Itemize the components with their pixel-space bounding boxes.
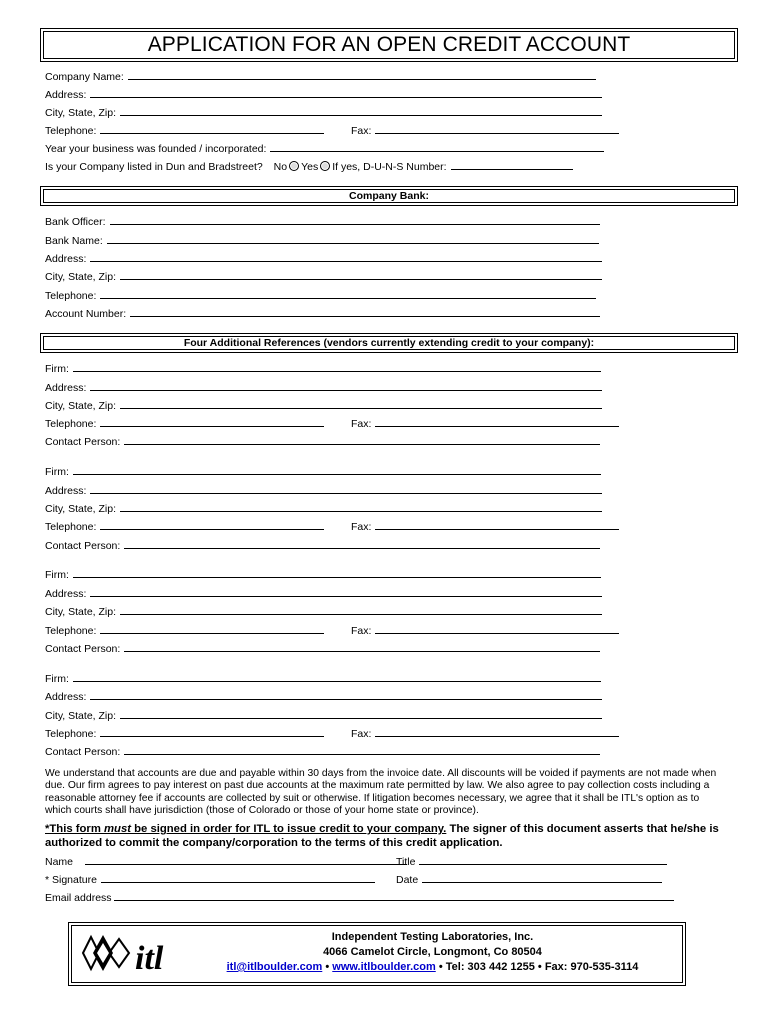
footer-email-link[interactable]: itl@itlboulder.com: [226, 961, 323, 973]
terms-paragraph: We understand that accounts are due and payable within 30 days from the invoice date. All discounts will be voided if payments are not made when due. Our firm agrees to pay interest on past due accounts at the maximum rate permitted by law. We also agree to pay collection costs including a reasonable attorney fee if accounts are collected by suit or otherwise. If litigation becomes necessary, we agree that it shall be ITL's option as to which courts shall have jurisdiction (those of Colorado or those of your home state or province).: [45, 768, 717, 816]
sign-date-row: [396, 873, 662, 887]
ref2-contact-field[interactable]: [124, 539, 600, 549]
ref1-fax-label: Fax:: [351, 418, 372, 430]
company-city-label: City, State, Zip:: [45, 107, 116, 119]
itl-logo-text: itl: [135, 940, 164, 977]
ref4-firm-label: Firm:: [45, 673, 69, 685]
footer-tel: Tel: 303 442 1255: [445, 961, 535, 973]
company-name-label: Company Name:: [45, 71, 124, 83]
ref3-telephone-label: Telephone:: [45, 625, 97, 637]
ref4-fax-field[interactable]: [375, 727, 619, 737]
ref4-firm-field[interactable]: [73, 672, 601, 682]
ref1-contact-row: [45, 435, 600, 449]
bank-telephone-row: [45, 289, 596, 303]
ref2-fax-row: [351, 520, 619, 534]
footer-box: [68, 922, 686, 986]
ref4-telephone-row: [45, 727, 324, 741]
ref1-firm-row: [45, 362, 601, 376]
ref1-city-row: [45, 399, 602, 413]
bank-city-row: [45, 270, 602, 284]
ref2-address-row: [45, 484, 602, 498]
ref1-telephone-row: [45, 417, 324, 431]
ref4-city-row: [45, 709, 602, 723]
ref2-address-field[interactable]: [90, 484, 602, 494]
company-address-row: [45, 88, 602, 102]
founded-label: Year your business was founded / incorporated:: [45, 143, 267, 155]
dnb-row: [45, 160, 573, 174]
sign-name-field[interactable]: [85, 855, 407, 865]
bank-telephone-label: Telephone:: [45, 290, 97, 302]
no-radio[interactable]: [289, 161, 299, 171]
bank-account-field[interactable]: [130, 307, 600, 317]
ref1-address-row: [45, 381, 602, 395]
ref4-contact-label: Contact Person:: [45, 746, 121, 758]
notice-part3: The signer of this document asserts that he/she is authorized to commit the company/corporation to the terms of this credit application.: [45, 823, 719, 849]
bank-header: [40, 186, 738, 206]
ref1-contact-field[interactable]: [124, 435, 600, 445]
founded-row: [45, 142, 604, 156]
ref1-telephone-label: Telephone:: [45, 418, 97, 430]
bank-account-label: Account Number:: [45, 308, 127, 320]
ref3-address-row: [45, 587, 602, 601]
ref2-firm-row: [45, 465, 601, 479]
ref4-contact-field[interactable]: [124, 745, 600, 755]
email-field[interactable]: [114, 891, 674, 901]
company-fax-row: [351, 124, 619, 138]
ref4-city-field[interactable]: [120, 709, 602, 719]
ref1-city-label: City, State, Zip:: [45, 400, 116, 412]
sign-title-label: Title: [396, 856, 416, 868]
bank-account-row: [45, 307, 600, 321]
company-address-label: Address:: [45, 89, 87, 101]
ref1-address-field[interactable]: [90, 381, 602, 391]
company-city-field[interactable]: [120, 106, 602, 116]
sign-signature-label: * Signature: [45, 874, 97, 886]
ref4-address-field[interactable]: [90, 690, 602, 700]
company-telephone-label: Telephone:: [45, 125, 97, 137]
bank-header-text: Company Bank:: [349, 190, 429, 202]
no-label: No: [273, 161, 288, 173]
bullet-icon: •: [537, 961, 542, 973]
yes-radio[interactable]: [320, 161, 330, 171]
footer-contact-line: [184, 961, 681, 973]
ref4-address-label: Address:: [45, 691, 87, 703]
bank-officer-row: [45, 215, 600, 229]
company-fax-label: Fax:: [351, 125, 372, 137]
ref3-firm-field[interactable]: [73, 568, 601, 578]
yes-label: Yes: [301, 161, 319, 173]
page-title: APPLICATION FOR AN OPEN CREDIT ACCOUNT: [147, 33, 631, 56]
ref3-fax-field[interactable]: [375, 624, 619, 634]
ref3-address-label: Address:: [45, 588, 87, 600]
ref4-fax-row: [351, 727, 619, 741]
company-name-field[interactable]: [128, 70, 596, 80]
ref4-telephone-field[interactable]: [100, 727, 324, 737]
bullet-icon: •: [325, 961, 330, 973]
sign-signature-field[interactable]: [101, 873, 375, 883]
ref3-city-field[interactable]: [120, 605, 602, 615]
bank-name-row: [45, 234, 599, 248]
ref4-firm-row: [45, 672, 601, 686]
ref3-contact-label: Contact Person:: [45, 643, 121, 655]
footer-address: 4066 Camelot Circle, Longmont, Co 80504: [323, 946, 542, 958]
footer-website-link[interactable]: www.itlboulder.com: [332, 961, 436, 973]
sign-name-label: Name: [45, 856, 74, 868]
bank-name-label: Bank Name:: [45, 235, 103, 247]
bank-address-field[interactable]: [90, 252, 602, 262]
ref1-firm-label: Firm:: [45, 363, 69, 375]
ref3-address-field[interactable]: [90, 587, 602, 597]
title-box: [40, 28, 738, 62]
sign-name-row: [45, 855, 407, 869]
ref2-fax-field[interactable]: [375, 520, 619, 530]
sign-date-label: Date: [396, 874, 419, 886]
bank-address-label: Address:: [45, 253, 87, 265]
ref2-contact-label: Contact Person:: [45, 540, 121, 552]
ref1-city-field[interactable]: [120, 399, 602, 409]
company-name-row: [45, 70, 596, 84]
ref4-city-label: City, State, Zip:: [45, 710, 116, 722]
dnb-label: Is your Company listed in Dun and Bradstreet?: [45, 161, 263, 173]
references-header-text: Four Additional References (vendors currently extending credit to your company):: [183, 337, 595, 349]
bank-address-row: [45, 252, 602, 266]
sign-signature-row: [45, 873, 375, 887]
ref2-firm-label: Firm:: [45, 466, 69, 478]
bank-officer-label: Bank Officer:: [45, 216, 106, 228]
ref2-telephone-row: [45, 520, 324, 534]
ref1-address-label: Address:: [45, 382, 87, 394]
ref3-contact-row: [45, 642, 600, 656]
company-address-field[interactable]: [90, 88, 602, 98]
ref3-city-label: City, State, Zip:: [45, 606, 116, 618]
notice-part1: *This form: [45, 823, 104, 835]
ref3-fax-row: [351, 624, 619, 638]
sign-title-row: [396, 855, 667, 869]
ref1-firm-field[interactable]: [73, 362, 601, 372]
references-header: [40, 333, 738, 353]
company-fax-field[interactable]: [375, 124, 619, 134]
ref3-fax-label: Fax:: [351, 625, 372, 637]
founded-field[interactable]: [270, 142, 604, 152]
bank-telephone-field[interactable]: [100, 289, 596, 299]
ref3-telephone-field[interactable]: [100, 624, 324, 634]
bank-city-field[interactable]: [120, 270, 602, 280]
ref2-city-field[interactable]: [120, 502, 602, 512]
bank-name-field[interactable]: [107, 234, 599, 244]
email-label: Email address: [45, 892, 112, 904]
ref2-contact-row: [45, 539, 600, 553]
ref4-telephone-label: Telephone:: [45, 728, 97, 740]
ref2-city-label: City, State, Zip:: [45, 503, 116, 515]
ref2-firm-field[interactable]: [73, 465, 601, 475]
ref1-fax-field[interactable]: [375, 417, 619, 427]
ref2-telephone-field[interactable]: [100, 520, 324, 530]
duns-field[interactable]: [451, 160, 573, 170]
signature-notice: [45, 822, 730, 850]
ref2-city-row: [45, 502, 602, 516]
ref2-telephone-label: Telephone:: [45, 521, 97, 533]
ref1-contact-label: Contact Person:: [45, 436, 121, 448]
company-telephone-row: [45, 124, 324, 138]
ref2-fax-label: Fax:: [351, 521, 372, 533]
ref3-contact-field[interactable]: [124, 642, 600, 652]
footer-fax: Fax: 970-535-3114: [544, 961, 639, 973]
sign-date-field[interactable]: [422, 873, 662, 883]
ref4-fax-label: Fax:: [351, 728, 372, 740]
itl-logo-icon: [77, 931, 177, 979]
email-row: [45, 891, 674, 905]
footer-company: Independent Testing Laboratories, Inc.: [331, 931, 534, 943]
notice-must: must: [104, 823, 131, 835]
company-city-row: [45, 106, 602, 120]
ref3-city-row: [45, 605, 602, 619]
bank-officer-field[interactable]: [110, 215, 600, 225]
notice-part2: be signed in order for ITL to issue credit to your company.: [131, 823, 447, 835]
ref3-firm-label: Firm:: [45, 569, 69, 581]
bullet-icon: •: [438, 961, 443, 973]
ref1-fax-row: [351, 417, 619, 431]
company-telephone-field[interactable]: [100, 124, 324, 134]
ref2-address-label: Address:: [45, 485, 87, 497]
bank-city-label: City, State, Zip:: [45, 271, 116, 283]
ref4-contact-row: [45, 745, 600, 759]
ref3-telephone-row: [45, 624, 324, 638]
ref3-firm-row: [45, 568, 601, 582]
sign-title-field[interactable]: [419, 855, 667, 865]
itl-logo: [77, 931, 177, 979]
ref1-telephone-field[interactable]: [100, 417, 324, 427]
duns-label: If yes, D-U-N-S Number:: [332, 161, 447, 173]
ref4-address-row: [45, 690, 602, 704]
